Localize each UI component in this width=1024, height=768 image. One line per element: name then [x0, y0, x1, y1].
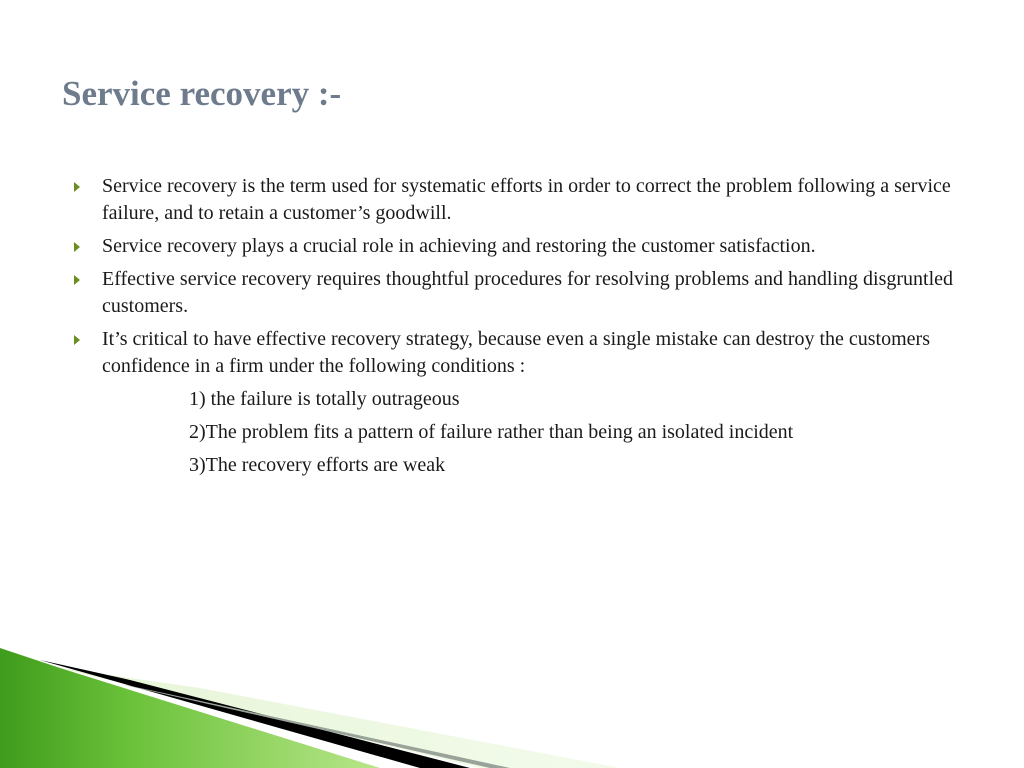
- bullet-triangle-icon: [74, 242, 80, 252]
- bullet-triangle-icon: [74, 182, 80, 192]
- bullet-item-1: [102, 173, 982, 227]
- condition-item-2: 2)The problem fits a pattern of failure rather than being an isolated incident: [189, 421, 794, 443]
- bullet-triangle-icon: [74, 275, 80, 285]
- condition-item-3: 3)The recovery efforts are weak: [189, 454, 446, 476]
- condition-item-1: 1) the failure is totally outrageous: [189, 388, 460, 410]
- green-wedge: [0, 648, 380, 768]
- bullet-triangle-icon: [74, 335, 80, 345]
- slide-title: Service recovery :-: [62, 74, 342, 113]
- bullet-text: Effective service recovery requires thoughtful procedures for resolving problems and handling disgruntled customers.: [102, 268, 954, 317]
- bullet-text: It’s critical to have effective recovery strategy, because even a single mistake can destroy the customers confidence in a firm under the following conditions :: [102, 328, 930, 377]
- bullet-item-3: [102, 266, 982, 320]
- bullet-text: Service recovery plays a crucial role in achieving and restoring the customer satisfaction.: [102, 235, 816, 257]
- pale-green-stripe: [60, 668, 620, 768]
- slide-content: [102, 173, 982, 485]
- gray-stripe: [120, 684, 510, 768]
- bullet-item-4: [102, 326, 982, 380]
- bullet-text: Service recovery is the term used for systematic efforts in order to correct the problem following a service failure, and to retain a customer’s goodwill.: [102, 175, 951, 224]
- black-stripe: [40, 660, 470, 768]
- conditions-list: [102, 386, 982, 479]
- bullet-item-2: [102, 233, 982, 260]
